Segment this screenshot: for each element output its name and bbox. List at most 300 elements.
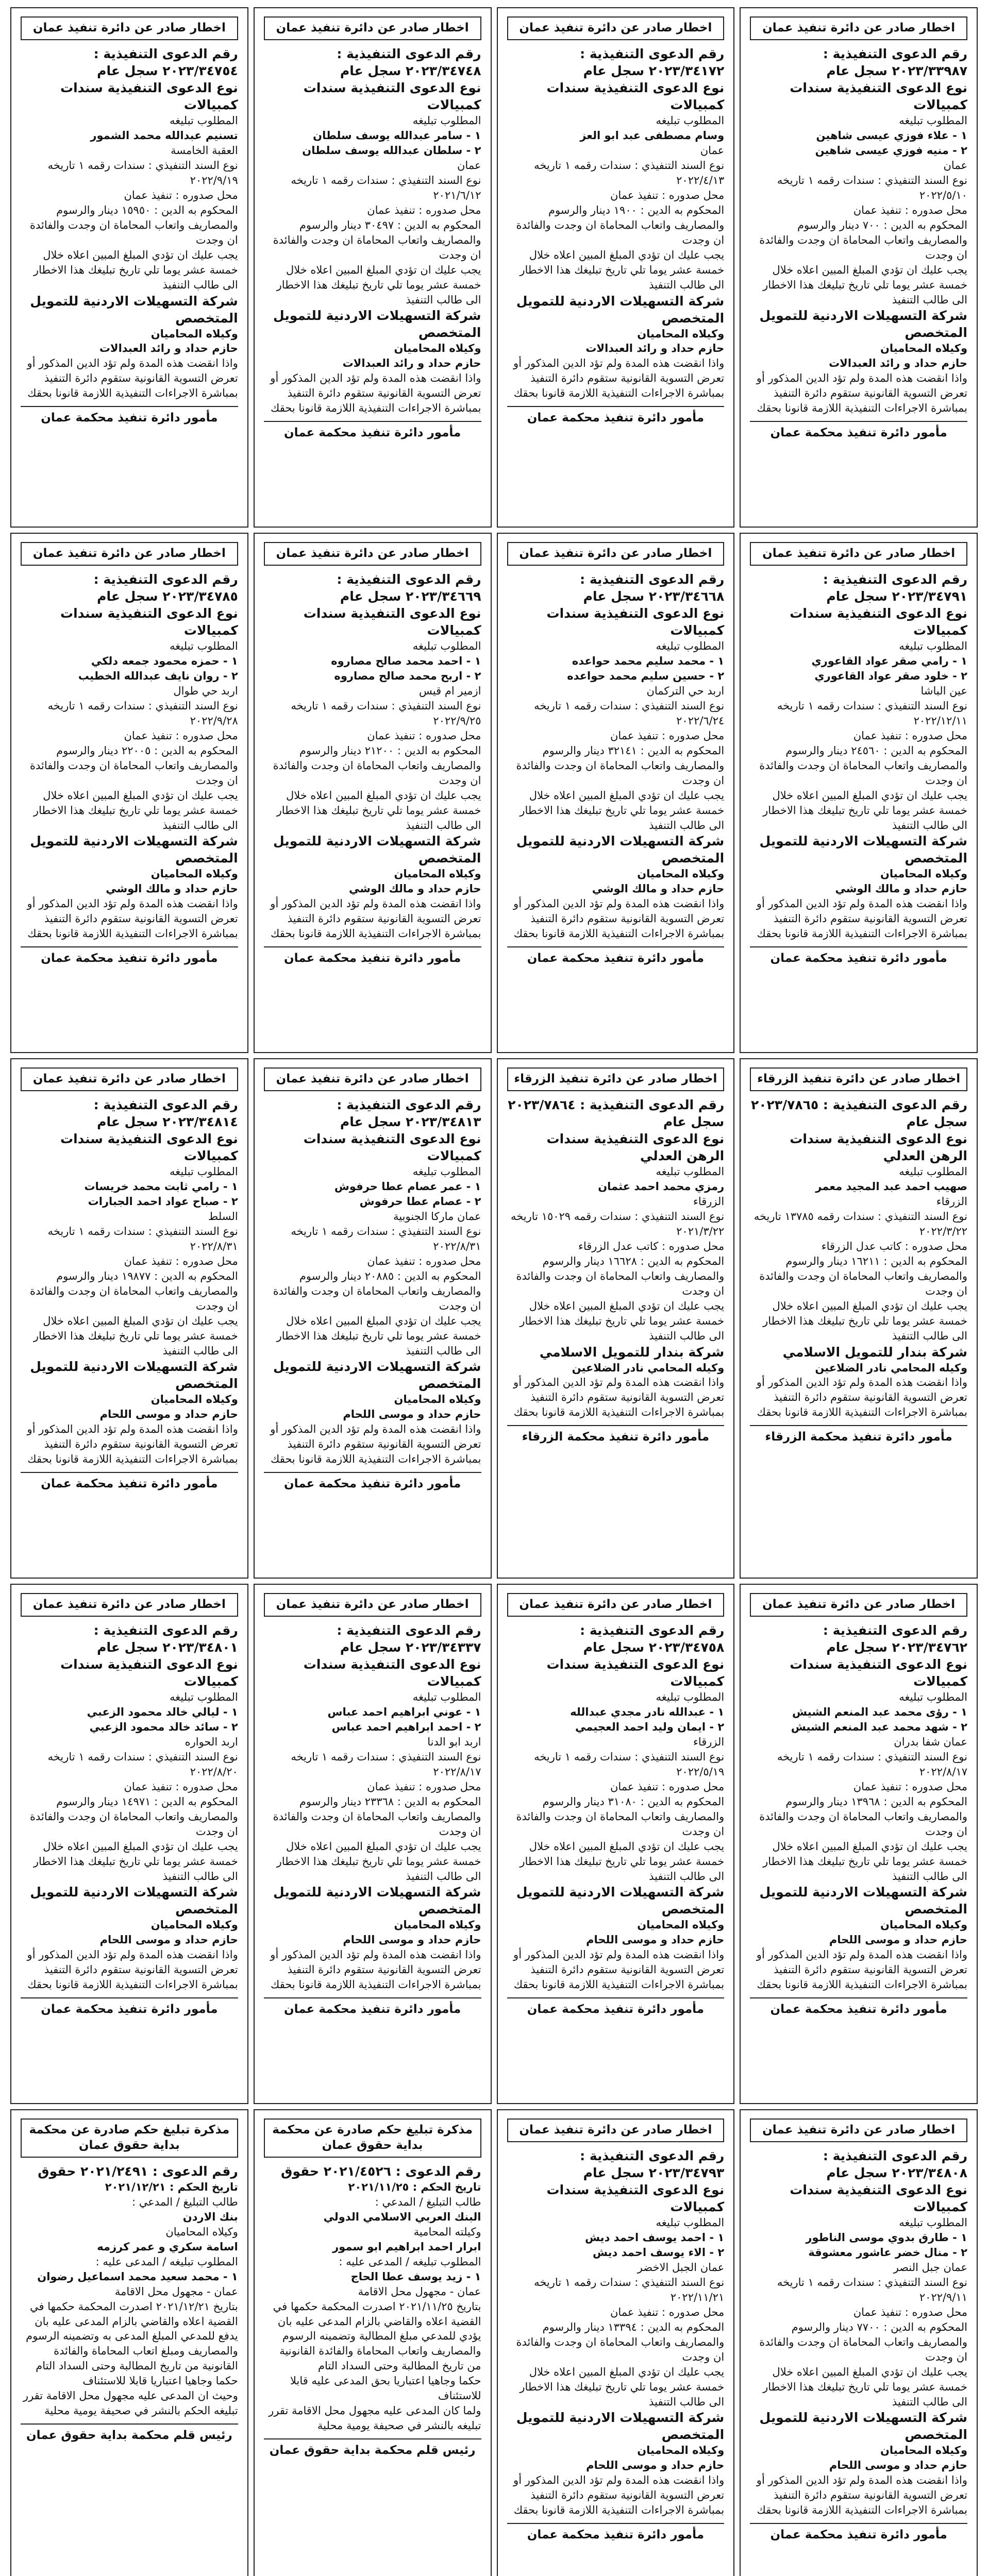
notice-header: اخطار صادر عن دائرة تنفيذ عمان [750, 16, 967, 40]
notice-line: واذا انقضت هذه المدة ولم تؤد الدين المذكور أو تعرض التسوية القانونية ستقوم دائرة التنفيذ بمباشرة الاجراءات التنفيذية اللازمة قانونا بحقك [513, 2474, 725, 2517]
notice-line: ١ - احمد يوسف احمد ديش [585, 2231, 725, 2244]
notice-line: وكيله المحامي نادر الضلاعين [572, 1361, 725, 1374]
notice-line: حازم حداد و موسى اللحام [829, 1934, 967, 1946]
notice-line: رقم الدعوى التنفيذية : ٢٠٢٣/٣٤٦٦٩ سجل عام [337, 571, 481, 604]
notice-footer: مأمور دائرة تنفيذ محكمة عمان [750, 2523, 967, 2544]
notice-line: رقم الدعوى التنفيذية : ٢٠٢٣/٣٤٧٥٤ سجل عام [93, 46, 238, 78]
notice-line: وكيلاه المحاميان [394, 1919, 481, 1931]
notice-line: ١ - عوني ابراهيم احمد عباس [327, 1705, 481, 1718]
notice-line: المطلوب تبليغه [656, 1165, 725, 1178]
notice-line: واذا انقضت هذه المدة ولم تؤد الدين المذكور أو تعرض التسوية القانونية ستقوم دائرة التنفيذ بمباشرة الاجراءات التنفيذية اللازمة قانونا بحقك [756, 372, 967, 415]
notice-header: اخطار صادر عن دائرة تنفيذ عمان [21, 16, 238, 40]
notice-line: رقم الدعوى التنفيذية : ٢٠٢٣/٧٨٦٤ سجل عام [508, 1097, 725, 1129]
notice-line: محل صدوره : كاتب عدل الزرقاء [821, 1240, 967, 1252]
notice-line: وحيث ان المدعى عليه مجهول محل الاقامة تقرر تبليغه الحكم بالنشر في صحيفة يومية محلية [23, 2389, 238, 2417]
notice-line: المحكوم به الدين : ٧٠٠ دينار والرسوم والمصاريف واتعاب المحاماة ان وجدت والفائدة ان وجدت [759, 218, 967, 261]
notice-line: عين الباشا [920, 684, 967, 697]
notice-line: العقبة الخامسة [171, 144, 238, 157]
notice-line: المطلوب تبليغه [412, 114, 481, 127]
notice-line: رقم الدعوى التنفيذية : ٢٠٢٣/٣٤٧٩٣ سجل عام [580, 2148, 725, 2180]
notice-line: ١ - علاء فوزي عيسى شاهين [816, 129, 967, 142]
notice-footer: مأمور دائرة تنفيذ محكمة عمان [21, 946, 238, 967]
notice-header: اخطار صادر عن دائرة تنفيذ عمان [21, 1067, 238, 1091]
notice-line: محل صدوره : تنفيذ عمان [853, 1780, 967, 1793]
notice-line: يجب عليك ان تؤدي المبلغ المبين اعلاه خلال خمسة عشر يوما تلي تاريخ تبليغك هذا الاخطار الى طالب التنفيذ [520, 2365, 725, 2408]
notice-line: بنك الاردن [182, 2210, 238, 2223]
notice-line: عمان جبل النصر [893, 2261, 967, 2274]
notice-line: شركة التسهيلات الاردنية للتمويل المتخصص [273, 308, 481, 341]
notice-line: عمان [943, 159, 967, 172]
notice-box [10, 2109, 248, 2576]
notice-line: وكيلاه المحاميان [150, 1919, 238, 1931]
notice-line: عمان - مجهول محل الاقامة [114, 2285, 238, 2298]
notice-line: يجب عليك ان تؤدي المبلغ المبين اعلاه خلال خمسة عشر يوما تلي تاريخ تبليغك هذا الاخطار الى طالب التنفيذ [520, 1840, 725, 1883]
notice-line: شركة التسهيلات الاردنية للتمويل المتخصص [273, 1885, 481, 1917]
notice-line: ابرار احمد ابراهيم ابو سمور [332, 2240, 481, 2253]
notice-line: رقم الدعوى التنفيذية : ٢٠٢٣/٣٣٩٨٧ سجل عام [823, 46, 967, 78]
notice-line: ٢ - الاء يوسف احمد ديش [592, 2246, 725, 2259]
notice-line: ولما كان المدعى عليه مجهول محل الاقامة تقرر تبليغه بالنشر في صحيفة يومية محلية [269, 2404, 481, 2432]
notice-line: حازم حداد و موسى اللحام [829, 2459, 967, 2472]
notice-line: ١ - طارق بدوي موسى الناطور [806, 2231, 967, 2244]
notice-footer: مأمور دائرة تنفيذ محكمة عمان [264, 421, 481, 442]
notice-line: ١ - محمد سعيد محمد اسماعيل رضوان [37, 2270, 238, 2283]
notice-line: حكما وجاهيا اعتباريا بحق المدعى عليه قابلا للاستئناف [290, 2375, 481, 2402]
notice-line: وكيلاه المحاميان [150, 1393, 238, 1406]
notice-line: يجب عليك ان تؤدي المبلغ المبين اعلاه خلال خمسة عشر يوما تلي تاريخ تبليغك هذا الاخطار الى طالب التنفيذ [276, 1314, 481, 1357]
notice-line: ١ - احمد محمد صالح مصاروه [331, 654, 481, 667]
notice-line: المحكوم به الدين : ٣٢١٤١ دينار والرسوم والمصاريف واتعاب المحاماة ان وجدت والفائدة ان وجدت [516, 744, 725, 787]
notice-line: يجب عليك ان تؤدي المبلغ المبين اعلاه خلال خمسة عشر يوما تلي تاريخ تبليغك هذا الاخطار الى طالب التنفيذ [276, 263, 481, 306]
notice-box [10, 533, 248, 1053]
notice-box [740, 1584, 978, 2104]
notice-header: اخطار صادر عن دائرة تنفيذ عمان [507, 16, 725, 40]
notice-line: بتاريخ ٢٠٢١/١١/٢٥ اصدرت المحكمة حكمها في القضية اعلاه والقاضي بالزام المدعى عليه بان يؤدي للمدعي مبلغ المطالبة وتضمينه الرسوم والمصاريف واتعاب المحاماة والفائدة القانونية من تاريخ المطالبة وحتى السداد التام [273, 2300, 481, 2372]
notice-footer: مأمور دائرة تنفيذ محكمة عمان [264, 946, 481, 967]
notice-line: نوع السند التنفيذي : سندات رقمه ١٥٠٢٩ تاريخه ٢٠٢١/٣/٢٢ [510, 1210, 725, 1238]
notice-line: محل صدوره : تنفيذ عمان [367, 729, 481, 742]
notice-line: المطلوب تبليغه [899, 1690, 967, 1703]
notice-line: واذا انقضت هذه المدة ولم تؤد الدين المذكور أو تعرض التسوية القانونية ستقوم دائرة التنفيذ بمباشرة الاجراءات التنفيذية اللازمة قانونا بحقك [27, 1948, 238, 1991]
notice-footer: مأمور دائرة تنفيذ محكمة عمان [21, 1997, 238, 2018]
notice-header: اخطار صادر عن دائرة تنفيذ عمان [507, 2119, 725, 2142]
notice-line: شركة التسهيلات الاردنية للتمويل المتخصص [516, 1885, 725, 1917]
notices-grid [10, 7, 978, 2576]
notice-line: يجب عليك ان تؤدي المبلغ المبين اعلاه خلال خمسة عشر يوما تلي تاريخ تبليغك هذا الاخطار الى طالب التنفيذ [763, 2365, 967, 2408]
notice-line: الزرقاء [693, 1195, 725, 1208]
notice-line: المحكوم به الدين : ٣٠٤٩٧ دينار والرسوم والمصاريف واتعاب المحاماة ان وجدت والفائدة ان وجدت [273, 218, 481, 261]
notice-line: يجب عليك ان تؤدي المبلغ المبين اعلاه خلال خمسة عشر يوما تلي تاريخ تبليغك هذا الاخطار الى طالب التنفيذ [763, 1840, 967, 1883]
notice-line: حازم حداد و موسى اللحام [586, 2459, 725, 2472]
notice-line: نوع السند التنفيذي : سندات رقمه ١ تاريخه ٢٠٢٢/٨/١٧ [291, 1750, 481, 1778]
notice-footer: مأمور دائرة تنفيذ محكمة عمان [507, 406, 725, 427]
notice-line: المحكوم به الدين : ٢٢٠٠٥ دينار والرسوم والمصاريف واتعاب المحاماة ان وجدت والفائدة ان وجدت [29, 744, 238, 787]
notice-line: نوع الدعوى التنفيذية سندات الرهن العدلي [790, 1131, 967, 1163]
notice-line: المطلوب تبليغه [656, 2216, 725, 2229]
notice-header: اخطار صادر عن دائرة تنفيذ عمان [507, 542, 725, 566]
notice-line: ١ - عمر عصام عطا حرفوش [334, 1180, 481, 1193]
notice-footer: رئيس قلم محكمة بداية حقوق عمان [264, 2438, 481, 2459]
notice-line: يجب عليك ان تؤدي المبلغ المبين اعلاه خلال خمسة عشر يوما تلي تاريخ تبليغك هذا الاخطار الى طالب التنفيذ [33, 1314, 238, 1357]
notice-line: المحكوم به الدين : ١٥٩٥٠ دينار والرسوم والمصاريف واتعاب المحاماة ان وجدت والفائدة ان وجدت [29, 204, 238, 246]
notice-line: حازم حداد و موسى اللحام [99, 1934, 238, 1946]
notice-line: شركة التسهيلات الاردنية للتمويل المتخصص [759, 2410, 967, 2443]
notice-line: محل صدوره : تنفيذ عمان [610, 189, 725, 201]
notice-line: نوع الدعوى التنفيذية سندات كمبيالات [790, 605, 967, 638]
notice-line: وكيلاه المحاميان [637, 868, 725, 880]
notice-line: ٢ - حسين سليم محمد حواعده [567, 669, 725, 682]
notice-line: وكيلاه المحاميان [150, 868, 238, 880]
notice-line: ٢ - سائد خالد محمود الزعبي [89, 1720, 238, 1733]
notice-line: يجب عليك ان تؤدي المبلغ المبين اعلاه خلال خمسة عشر يوما تلي تاريخ تبليغك هذا الاخطار الى طالب التنفيذ [276, 789, 481, 832]
notice-line: ٢ - احمد ابراهيم احمد عباس [331, 1720, 481, 1733]
notice-line: رقم الدعوى التنفيذية : ٢٠٢٣/٧٨٦٥ سجل عام [751, 1097, 967, 1129]
notice-line: واذا انقضت هذه المدة ولم تؤد الدين المذكور أو تعرض التسوية القانونية ستقوم دائرة التنفيذ بمباشرة الاجراءات التنفيذية اللازمة قانونا بحقك [756, 1948, 967, 1991]
notice-line: السلط [208, 1210, 238, 1223]
notice-line: المحكوم به الدين : ١٦٦٢٨ دينار والرسوم والمصاريف واتعاب المحاماة ان وجدت والفائدة ان وجدت [516, 1255, 725, 1297]
notice-line: رقم الدعوى التنفيذية : ٢٠٢٣/٣٤٣٣٧ سجل عام [337, 1622, 481, 1655]
notice-line: واذا انقضت هذه المدة ولم تؤد الدين المذكور أو تعرض التسوية القانونية ستقوم دائرة التنفيذ بمباشرة الاجراءات التنفيذية اللازمة قانونا بحقك [756, 1376, 967, 1419]
notice-header: مذكرة تبليغ حكم صادرة عن محكمة بداية حقوق عمان [21, 2119, 238, 2158]
notice-line: شركة التسهيلات الاردنية للتمويل المتخصص [759, 1885, 967, 1917]
notice-line: اسامة سكري و عمر كرزمه [97, 2240, 238, 2253]
notice-header: اخطار صادر عن دائرة تنفيذ الزرقاء [750, 1067, 967, 1091]
notice-line: المحكوم به الدين : ٢٣٣٦٨ دينار والرسوم والمصاريف واتعاب المحاماة ان وجدت والفائدة ان وجدت [273, 1795, 481, 1838]
notice-line: محل صدوره : تنفيذ عمان [853, 204, 967, 216]
notice-line: نوع السند التنفيذي : سندات رقمه ١ تاريخه ٢٠٢١/٦/١٢ [291, 174, 481, 201]
notice-line: محل صدوره : تنفيذ عمان [853, 2306, 967, 2318]
notice-line: نوع السند التنفيذي : سندات رقمه ١ تاريخه ٢٠٢٢/٩/٢٥ [291, 699, 481, 727]
notice-line: يجب عليك ان تؤدي المبلغ المبين اعلاه خلال خمسة عشر يوما تلي تاريخ تبليغك هذا الاخطار الى طالب التنفيذ [763, 789, 967, 832]
notice-line: شركة التسهيلات الاردنية للتمويل المتخصص [516, 834, 725, 866]
notice-header: اخطار صادر عن دائرة تنفيذ الزرقاء [507, 1067, 725, 1091]
notice-line: وكيلاه المحاميان [880, 342, 967, 355]
notice-line: رقم الدعوى التنفيذية : ٢٠٢٣/٣٤٨١٣ سجل عام [337, 1097, 481, 1129]
notice-line: تاريخ الحكم : ٢٠٢١/١٢/٢١ [105, 2180, 238, 2193]
notice-line: نوع السند التنفيذي : سندات رقمه ١ تاريخه ٢٠٢٢/١١/٢١ [534, 2276, 725, 2303]
notice-line: نوع السند التنفيذي : سندات رقمه ١ تاريخه ٢٠٢٢/١٢/١١ [777, 699, 967, 727]
notice-line: ١ - رامي صقر عواد القاعوري [811, 654, 967, 667]
notice-line: المحكوم به الدين : ٢٤٥٦٠ دينار والرسوم والمصاريف واتعاب المحاماة ان وجدت والفائدة ان وجدت [759, 744, 967, 787]
notice-line: عمان [700, 144, 725, 157]
notice-footer: مأمور دائرة تنفيذ محكمة عمان [264, 1472, 481, 1493]
notice-line: واذا انقضت هذه المدة ولم تؤد الدين المذكور أو تعرض التسوية القانونية ستقوم دائرة التنفيذ بمباشرة الاجراءات التنفيذية اللازمة قانونا بحقك [270, 1948, 481, 1991]
notice-line: محل صدوره : تنفيذ عمان [367, 204, 481, 216]
notice-line: محل صدوره : تنفيذ عمان [610, 2306, 725, 2318]
notice-footer: مأمور دائرة تنفيذ محكمة عمان [750, 421, 967, 442]
notice-line: عمان - مجهول محل الاقامة [358, 2285, 481, 2298]
notice-line: نوع الدعوى التنفيذية سندات كمبيالات [60, 605, 238, 638]
notice-line: نوع الدعوى التنفيذية سندات كمبيالات [790, 2182, 967, 2214]
notice-line: نوع الدعوى التنفيذية سندات كمبيالات [546, 80, 725, 112]
notice-line: نوع الدعوى التنفيذية سندات كمبيالات [790, 1656, 967, 1689]
notice-line: يجب عليك ان تؤدي المبلغ المبين اعلاه خلال خمسة عشر يوما تلي تاريخ تبليغك هذا الاخطار الى طالب التنفيذ [520, 789, 725, 832]
notice-line: ٢ - روان نايف عبدالله الخطيب [78, 669, 238, 682]
notice-line: المحكوم به الدين : ١٤٩٧١ دينار والرسوم والمصاريف واتعاب المحاماة ان وجدت والفائدة ان وجدت [29, 1795, 238, 1838]
notice-header: اخطار صادر عن دائرة تنفيذ عمان [21, 542, 238, 566]
notice-header: اخطار صادر عن دائرة تنفيذ عمان [750, 1593, 967, 1617]
notice-line: ١ - ليالي خالد محمود الزعبي [87, 1705, 238, 1718]
notice-line: نوع الدعوى التنفيذية سندات كمبيالات [790, 80, 967, 112]
notice-line: يجب عليك ان تؤدي المبلغ المبين اعلاه خلال خمسة عشر يوما تلي تاريخ تبليغك هذا الاخطار الى طالب التنفيذ [520, 1299, 725, 1342]
notice-line: وكيلاه المحاميان [880, 2444, 967, 2457]
notice-line: المحكوم به الدين : ١٦٢١١ دينار والرسوم والمصاريف واتعاب المحاماة ان وجدت والفائدة ان وجدت [759, 1255, 967, 1297]
notice-line: حازم حداد و مالك الوشي [592, 883, 725, 895]
notice-box [740, 533, 978, 1053]
notice-footer: مأمور دائرة تنفيذ محكمة الزرقاء [750, 1425, 967, 1446]
notice-line: ١ - عبدالله نادر مجدي عبدالله [570, 1705, 725, 1718]
notice-line: شركة التسهيلات الاردنية للتمويل المتخصص [516, 2410, 725, 2443]
notice-line: نوع الدعوى التنفيذية سندات كمبيالات [303, 80, 481, 112]
notice-line: محل صدوره : تنفيذ عمان [853, 729, 967, 742]
notice-line: وكيلاه المحاميان [394, 342, 481, 355]
notice-line: ١ - حمزه محمود جمعه دلكي [91, 654, 238, 667]
notice-line: شركة بندار للتمويل الاسلامي [539, 1344, 725, 1360]
notice-line: رقم الدعوى التنفيذية : ٢٠٢٣/٣٤٨٠١ سجل عام [93, 1622, 238, 1655]
notice-box [10, 7, 248, 528]
notice-line: محل صدوره : تنفيذ عمان [610, 729, 725, 742]
notice-line: تاريخ الحكم : ٢٠٢١/١١/٢٥ [348, 2180, 481, 2193]
notice-line: واذا انقضت هذه المدة ولم تؤد الدين المذكور أو تعرض التسوية القانونية ستقوم دائرة التنفيذ بمباشرة الاجراءات التنفيذية اللازمة قانونا بحقك [27, 897, 238, 940]
notice-box [254, 2109, 492, 2576]
notice-line: محل صدوره : تنفيذ عمان [124, 189, 238, 201]
notice-header: اخطار صادر عن دائرة تنفيذ عمان [264, 1593, 481, 1617]
notice-line: الزرقاء [936, 1195, 967, 1208]
notice-line: محل صدوره : تنفيذ عمان [124, 729, 238, 742]
notice-line: ٢ - منال خضر عاشور معشوقة [808, 2246, 967, 2259]
notice-line: حازم حداد و مالك الوشي [106, 883, 238, 895]
notice-line: المطلوب تبليغه / المدعى عليه : [339, 2255, 481, 2268]
notice-line: حازم حداد و رائد العبدالات [342, 357, 481, 370]
notice-line: المطلوب تبليغه [412, 1165, 481, 1178]
notice-line: تسنيم عبدالله محمد الشمور [90, 129, 238, 142]
notice-line: رقم الدعوى التنفيذية : ٢٠٢٣/٣٤٦٦٨ سجل عام [580, 571, 725, 604]
notice-line: محل صدوره : تنفيذ عمان [124, 1780, 238, 1793]
notice-line: حازم حداد و رائد العبدالات [829, 357, 967, 370]
notice-box [740, 7, 978, 528]
notice-line: محل صدوره : تنفيذ عمان [124, 1255, 238, 1267]
notice-line: شركة التسهيلات الاردنية للتمويل المتخصص [273, 834, 481, 866]
notice-header: اخطار صادر عن دائرة تنفيذ عمان [264, 542, 481, 566]
notice-line: شركة التسهيلات الاردنية للتمويل المتخصص [516, 293, 725, 326]
notice-line: يجب عليك ان تؤدي المبلغ المبين اعلاه خلال خمسة عشر يوما تلي تاريخ تبليغك هذا الاخطار الى طالب التنفيذ [276, 1840, 481, 1883]
notice-line: نوع الدعوى التنفيذية سندات كمبيالات [303, 1131, 481, 1163]
notice-footer: مأمور دائرة تنفيذ محكمة عمان [750, 1997, 967, 2018]
notice-line: بتاريخ ٢٠٢١/١٢/٢١ اصدرت المحكمة حكمها في القضية اعلاه والقاضي بالزام المدعى عليه بان يدفع للمدعي المبلغ المدعى به وتضمينه الرسوم والمصاريف ومبلغ اتعاب المحاماة والفائدة القانونية من تاريخ المطالبة وحتى السداد التام [26, 2300, 238, 2372]
notice-line: المطلوب تبليغه [170, 1690, 238, 1703]
notice-line: حازم حداد و رائد العبدالات [99, 342, 238, 355]
notice-line: رقم الدعوى التنفيذية : ٢٠٢٣/٣٤٧٦٢ سجل عام [823, 1622, 967, 1655]
notice-line: وكيلته المحامية [413, 2225, 481, 2238]
notice-line: المطلوب تبليغه [899, 2216, 967, 2229]
notice-footer: مأمور دائرة تنفيذ محكمة عمان [507, 946, 725, 967]
notice-box [254, 1584, 492, 2104]
notice-box [497, 1058, 735, 1579]
notice-line: محل صدوره : تنفيذ عمان [367, 1780, 481, 1793]
notice-box [740, 2109, 978, 2576]
notice-line: اربد الحواره [185, 1735, 238, 1748]
notice-line: شركة التسهيلات الاردنية للتمويل المتخصص [759, 308, 967, 341]
notice-line: حازم حداد و موسى اللحام [99, 1408, 238, 1421]
notice-line: ١ - رامي ثابت محمد خريسات [84, 1180, 238, 1193]
notice-box [497, 2109, 735, 2576]
notice-footer: مأمور دائرة تنفيذ محكمة عمان [750, 946, 967, 967]
notice-line: عمان ماركا الجنوبية [393, 1210, 481, 1223]
notice-line: عمان [457, 159, 481, 172]
notice-line: نوع السند التنفيذي : سندات رقمه ١ تاريخه ٢٠٢٢/٦/٢٤ [534, 699, 725, 727]
notice-line: المحكوم به الدين : ١٣٣٩٤ دينار والرسوم والمصاريف واتعاب المحاماة ان وجدت والفائدة ان وجدت [516, 2320, 725, 2363]
notice-line: المحكوم به الدين : ١٩٨٧٧ دينار والرسوم والمصاريف واتعاب المحاماة ان وجدت والفائدة ان وجدت [29, 1269, 238, 1312]
notice-line: نوع السند التنفيذي : سندات رقمه ١ تاريخه ٢٠٢٢/٩/١٩ [47, 159, 238, 187]
notice-line: نوع السند التنفيذي : سندات رقمه ١ تاريخه ٢٠٢٢/٩/٢٨ [47, 699, 238, 727]
notice-line: نوع الدعوى التنفيذية سندات الرهن العدلي [546, 1131, 725, 1163]
notice-line: عمان شفا بدران [894, 1735, 967, 1748]
notice-line: واذا انقضت هذه المدة ولم تؤد الدين المذكور أو تعرض التسوية القانونية ستقوم دائرة التنفيذ بمباشرة الاجراءات التنفيذية اللازمة قانونا بحقك [270, 372, 481, 415]
notice-header: اخطار صادر عن دائرة تنفيذ عمان [750, 542, 967, 566]
notice-line: نوع الدعوى التنفيذية سندات كمبيالات [546, 605, 725, 638]
notice-line: يجب عليك ان تؤدي المبلغ المبين اعلاه خلال خمسة عشر يوما تلي تاريخ تبليغك هذا الاخطار الى طالب التنفيذ [33, 1840, 238, 1883]
notice-line: يجب عليك ان تؤدي المبلغ المبين اعلاه خلال خمسة عشر يوما تلي تاريخ تبليغك هذا الاخطار الى طالب التنفيذ [520, 248, 725, 291]
notice-line: ٢ - عصام عطا حرفوش [359, 1195, 481, 1208]
notice-footer: مأمور دائرة تنفيذ محكمة عمان [21, 406, 238, 427]
notice-line: نوع الدعوى التنفيذية سندات كمبيالات [60, 1131, 238, 1163]
notice-line: واذا انقضت هذه المدة ولم تؤد الدين المذكور أو تعرض التسوية القانونية ستقوم دائرة التنفيذ بمباشرة الاجراءات التنفيذية اللازمة قانونا بحقك [27, 357, 238, 400]
notice-line: وكيلاه المحاميان [150, 327, 238, 340]
notice-line: المطلوب تبليغه [412, 639, 481, 652]
notice-line: ١ - زيد يوسف عطا الحاج [350, 2270, 481, 2283]
notice-line: نوع الدعوى التنفيذية سندات كمبيالات [546, 1656, 725, 1689]
notice-line: ٢ - صباح عواد احمد الجبارات [88, 1195, 238, 1208]
notice-line: البنك العربي الاسلامي الدولي [323, 2210, 481, 2223]
notice-line: رقم الدعوى التنفيذية : ٢٠٢٣/٣٤٧٥٨ سجل عام [580, 1622, 725, 1655]
notice-line: المطلوب تبليغه [656, 1690, 725, 1703]
notice-line: رقم الدعوى : ٢٠٢١/٤٥٢٦ حقوق [281, 2163, 481, 2179]
notice-header: مذكرة تبليغ حكم صادرة عن محكمة بداية حقوق عمان [264, 2119, 481, 2158]
notice-line: وكيلاه المحاميان [880, 868, 967, 880]
notice-line: اربد حي طوال [173, 684, 238, 697]
notice-line: نوع الدعوى التنفيذية سندات كمبيالات [60, 80, 238, 112]
notice-box [254, 7, 492, 528]
notice-box [10, 1058, 248, 1579]
notice-line: نوع الدعوى التنفيذية سندات كمبيالات [546, 2182, 725, 2214]
notice-footer: مأمور دائرة تنفيذ محكمة عمان [21, 1472, 238, 1493]
notice-line: طالب التبليغ / المدعي : [375, 2195, 481, 2208]
notice-line: الزرقاء [693, 1735, 725, 1748]
notice-line: المطلوب تبليغه [656, 639, 725, 652]
notice-line: ٢ - ايمان وليد احمد العجيمي [575, 1720, 725, 1733]
notice-line: المحكوم به الدين : ١٣٩٦٨ دينار والرسوم والمصاريف واتعاب المحاماة ان وجدت والفائدة ان وجدت [759, 1795, 967, 1838]
notice-line: نوع السند التنفيذي : سندات رقمه ١ تاريخه ٢٠٢٢/٨/١٧ [777, 1750, 967, 1778]
notice-line: اربد ابو الدنا [427, 1735, 481, 1748]
notice-line: وكيلاه المحاميان [394, 868, 481, 880]
notice-line: ١ - محمد سليم محمد حواعده [572, 654, 725, 667]
notice-line: وكيلاه المحاميان [165, 2225, 238, 2238]
notice-line: يجب عليك ان تؤدي المبلغ المبين اعلاه خلال خمسة عشر يوما تلي تاريخ تبليغك هذا الاخطار الى طالب التنفيذ [33, 248, 238, 291]
notice-line: محل صدوره : كاتب عدل الزرقاء [578, 1240, 725, 1252]
notice-line: حازم حداد و موسى اللحام [586, 1934, 725, 1946]
notice-line: حازم حداد و موسى اللحام [343, 1934, 481, 1946]
notice-header: اخطار صادر عن دائرة تنفيذ عمان [507, 1593, 725, 1617]
notice-line: يجب عليك ان تؤدي المبلغ المبين اعلاه خلال خمسة عشر يوما تلي تاريخ تبليغك هذا الاخطار الى طالب التنفيذ [763, 263, 967, 306]
notice-line: المطلوب تبليغه / المدعى عليه : [95, 2255, 238, 2268]
notice-line: وكيلاه المحاميان [637, 1919, 725, 1931]
notice-line: حازم حداد و مالك الوشي [348, 883, 481, 895]
notice-line: المطلوب تبليغه [412, 1690, 481, 1703]
notice-line: نوع السند التنفيذي : سندات رقمه ١ تاريخه ٢٠٢٢/٨/٣١ [47, 1225, 238, 1252]
notice-line: المطلوب تبليغه [170, 639, 238, 652]
notice-line: المطلوب تبليغه [899, 639, 967, 652]
notice-footer: رئيس قلم محكمة بداية حقوق عمان [21, 2424, 238, 2444]
notice-line: واذا انقضت هذه المدة ولم تؤد الدين المذكور أو تعرض التسوية القانونية ستقوم دائرة التنفيذ بمباشرة الاجراءات التنفيذية اللازمة قانونا بحقك [513, 1948, 725, 1991]
notice-line: صهيب احمد عبد المجيد معمر [815, 1180, 967, 1193]
notice-line: نوع السند التنفيذي : سندات رقمه ١ تاريخه ٢٠٢٢/٨/٣١ [291, 1225, 481, 1252]
notice-line: واذا انقضت هذه المدة ولم تؤد الدين المذكور أو تعرض التسوية القانونية ستقوم دائرة التنفيذ بمباشرة الاجراءات التنفيذية اللازمة قانونا بحقك [756, 897, 967, 940]
notice-line: نوع السند التنفيذي : سندات رقمه ١ تاريخه ٢٠٢٢/٩/١١ [777, 2276, 967, 2303]
notice-header: اخطار صادر عن دائرة تنفيذ عمان [750, 2119, 967, 2142]
notice-line: وكيلاه المحاميان [637, 2444, 725, 2457]
notice-line: محل صدوره : تنفيذ عمان [367, 1255, 481, 1267]
notice-line: ٢ - سلطان عبدالله يوسف سلطان [302, 144, 481, 157]
notice-line: رقم الدعوى التنفيذية : ٢٠٢٣/٣٤٧٩١ سجل عام [823, 571, 967, 604]
notice-box [740, 1058, 978, 1579]
notice-line: واذا انقضت هذه المدة ولم تؤد الدين المذكور أو تعرض التسوية القانونية ستقوم دائرة التنفيذ بمباشرة الاجراءات التنفيذية اللازمة قانونا بحقك [756, 2474, 967, 2517]
notice-line: يجب عليك ان تؤدي المبلغ المبين اعلاه خلال خمسة عشر يوما تلي تاريخ تبليغك هذا الاخطار الى طالب التنفيذ [763, 1299, 967, 1342]
notice-line: واذا انقضت هذه المدة ولم تؤد الدين المذكور أو تعرض التسوية القانونية ستقوم دائرة التنفيذ بمباشرة الاجراءات التنفيذية اللازمة قانونا بحقك [513, 1376, 725, 1419]
notice-footer: مأمور دائرة تنفيذ محكمة عمان [264, 1997, 481, 2018]
notice-footer: مأمور دائرة تنفيذ محكمة الزرقاء [507, 1425, 725, 1446]
notice-line: ١ - رؤى محمد عبد المنعم الشيش [792, 1705, 967, 1718]
notice-line: المحكوم به الدين : ٢١٢٠٠ دينار والرسوم والمصاريف واتعاب المحاماة ان وجدت والفائدة ان وجدت [273, 744, 481, 787]
notice-line: نوع السند التنفيذي : سندات رقمه ١٣٧٨٥ تاريخه ٢٠٢٢/٣/٢٢ [753, 1210, 967, 1238]
notice-footer: مأمور دائرة تنفيذ محكمة عمان [507, 1997, 725, 2018]
notice-line: نوع السند التنفيذي : سندات رقمه ١ تاريخه ٢٠٢٢/٤/١٣ [534, 159, 725, 187]
notice-line: نوع السند التنفيذي : سندات رقمه ١ تاريخه ٢٠٢٢/٨/٢٠ [47, 1750, 238, 1778]
notice-line: ١ - سامر عبدالله يوسف سلطان [313, 129, 481, 142]
notice-line: رقم الدعوى التنفيذية : ٢٠٢٣/٣٤١٧٢ سجل عام [580, 46, 725, 78]
notice-line: واذا انقضت هذه المدة ولم تؤد الدين المذكور أو تعرض التسوية القانونية ستقوم دائرة التنفيذ بمباشرة الاجراءات التنفيذية اللازمة قانونا بحقك [270, 1423, 481, 1466]
notice-line: شركة التسهيلات الاردنية للتمويل المتخصص [759, 834, 967, 866]
notice-line: حكما وجاهيا اعتباريا قابلا للاستئناف [82, 2375, 238, 2387]
notice-line: شركة التسهيلات الاردنية للتمويل المتخصص [30, 834, 238, 866]
notice-line: ٢ - اربح محمد صالح مصاروه [334, 669, 481, 682]
notice-line: وسام مصطفى عبد ابو العز [580, 129, 725, 142]
notice-line: المحكوم به الدين : ١٩٠٠ دينار والرسوم والمصاريف واتعاب المحاماة ان وجدت والفائدة ان وجدت [516, 204, 725, 246]
notice-line: المطلوب تبليغه [170, 1165, 238, 1178]
notice-line: يجب عليك ان تؤدي المبلغ المبين اعلاه خلال خمسة عشر يوما تلي تاريخ تبليغك هذا الاخطار الى طالب التنفيذ [33, 789, 238, 832]
notice-box [254, 1058, 492, 1579]
notice-line: واذا انقضت هذه المدة ولم تؤد الدين المذكور أو تعرض التسوية القانونية ستقوم دائرة التنفيذ بمباشرة الاجراءات التنفيذية اللازمة قانونا بحقك [513, 357, 725, 400]
notice-line: وكيله المحامي نادر الضلاعين [815, 1361, 967, 1374]
notice-line: شركة التسهيلات الاردنية للتمويل المتخصص [30, 293, 238, 326]
notice-header: اخطار صادر عن دائرة تنفيذ عمان [264, 1067, 481, 1091]
notice-line: واذا انقضت هذه المدة ولم تؤد الدين المذكور أو تعرض التسوية القانونية ستقوم دائرة التنفيذ بمباشرة الاجراءات التنفيذية اللازمة قانونا بحقك [513, 897, 725, 940]
notice-box [254, 533, 492, 1053]
notice-line: المحكوم به الدين : ٢٠٨٨٥ دينار والرسوم والمصاريف واتعاب المحاماة ان وجدت والفائدة ان وجدت [273, 1269, 481, 1312]
notice-line: رقم الدعوى : ٢٠٢١/٢٤٩١ حقوق [38, 2163, 238, 2179]
notice-line: محل صدوره : تنفيذ عمان [610, 1780, 725, 1793]
notice-line: ٢ - منيه فوزي عيسى شاهين [815, 144, 967, 157]
notice-line: حازم حداد و رائد العبدالات [585, 342, 725, 355]
notice-line: رقم الدعوى التنفيذية : ٢٠٢٣/٣٤٨٠٨ سجل عام [823, 2148, 967, 2180]
notice-line: وكيلاه المحاميان [394, 1393, 481, 1406]
notice-box [497, 7, 735, 528]
notice-box [497, 1584, 735, 2104]
notice-line: نوع الدعوى التنفيذية سندات كمبيالات [303, 605, 481, 638]
notice-line: واذا انقضت هذه المدة ولم تؤد الدين المذكور أو تعرض التسوية القانونية ستقوم دائرة التنفيذ بمباشرة الاجراءات التنفيذية اللازمة قانونا بحقك [270, 897, 481, 940]
notice-line: نوع الدعوى التنفيذية سندات كمبيالات [60, 1656, 238, 1689]
notice-line: المطلوب تبليغه [656, 114, 725, 127]
notice-box [10, 1584, 248, 2104]
